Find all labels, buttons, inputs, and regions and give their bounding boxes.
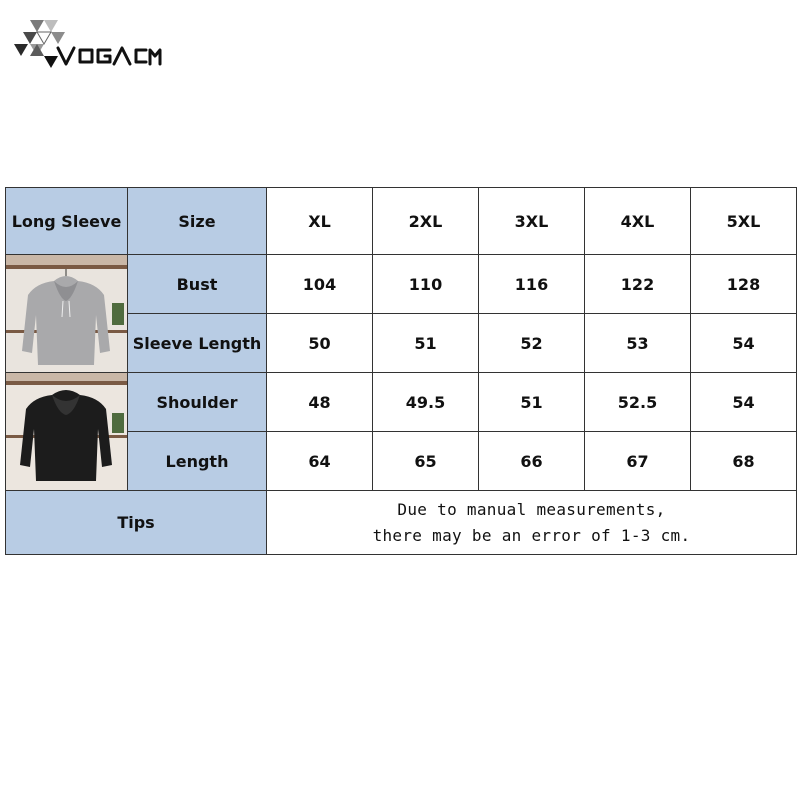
size-2xl: 2XL	[373, 188, 479, 255]
size-chart-table	[5, 187, 797, 555]
tips-row	[6, 491, 797, 555]
tips-label: Tips	[6, 491, 267, 555]
table-cell: 52	[479, 314, 585, 373]
row-label-bust: Bust	[128, 255, 267, 314]
table-cell: 104	[267, 255, 373, 314]
table-cell: 49.5	[373, 373, 479, 432]
table-cell: 122	[585, 255, 691, 314]
row-label-sleeve-length: Sleeve Length	[128, 314, 267, 373]
table-cell: 68	[691, 432, 797, 491]
table-cell: 51	[373, 314, 479, 373]
size-5xl: 5XL	[691, 188, 797, 255]
size-3xl: 3XL	[479, 188, 585, 255]
header-row	[6, 188, 797, 255]
table-cell: 48	[267, 373, 373, 432]
black-hoodie-image	[6, 373, 127, 490]
size-4xl: 4XL	[585, 188, 691, 255]
row-label-shoulder: Shoulder	[128, 373, 267, 432]
table-cell: 54	[691, 373, 797, 432]
table-cell: 65	[373, 432, 479, 491]
table-cell: 50	[267, 314, 373, 373]
table-row	[6, 255, 797, 314]
table-cell: 66	[479, 432, 585, 491]
size-xl: XL	[267, 188, 373, 255]
table-cell: 52.5	[585, 373, 691, 432]
tips-line-2: there may be an error of 1-3 cm.	[372, 525, 691, 545]
row-label-length: Length	[128, 432, 267, 491]
table-row	[6, 373, 797, 432]
table-cell: 116	[479, 255, 585, 314]
table-cell: 54	[691, 314, 797, 373]
brand-logo	[10, 18, 162, 72]
table-cell: 64	[267, 432, 373, 491]
table-cell: 51	[479, 373, 585, 432]
table-cell: 53	[585, 314, 691, 373]
black-hoodie-photo-cell	[6, 373, 128, 491]
table-cell: 128	[691, 255, 797, 314]
corner-label: Long Sleeve	[6, 188, 128, 255]
grey-hoodie-photo-cell	[6, 255, 128, 373]
grey-hoodie-image	[6, 255, 127, 372]
table-cell: 110	[373, 255, 479, 314]
tips-line-1: Due to manual measurements,	[397, 499, 666, 519]
table-cell: 67	[585, 432, 691, 491]
tips-note	[267, 491, 797, 555]
size-header: Size	[128, 188, 267, 255]
